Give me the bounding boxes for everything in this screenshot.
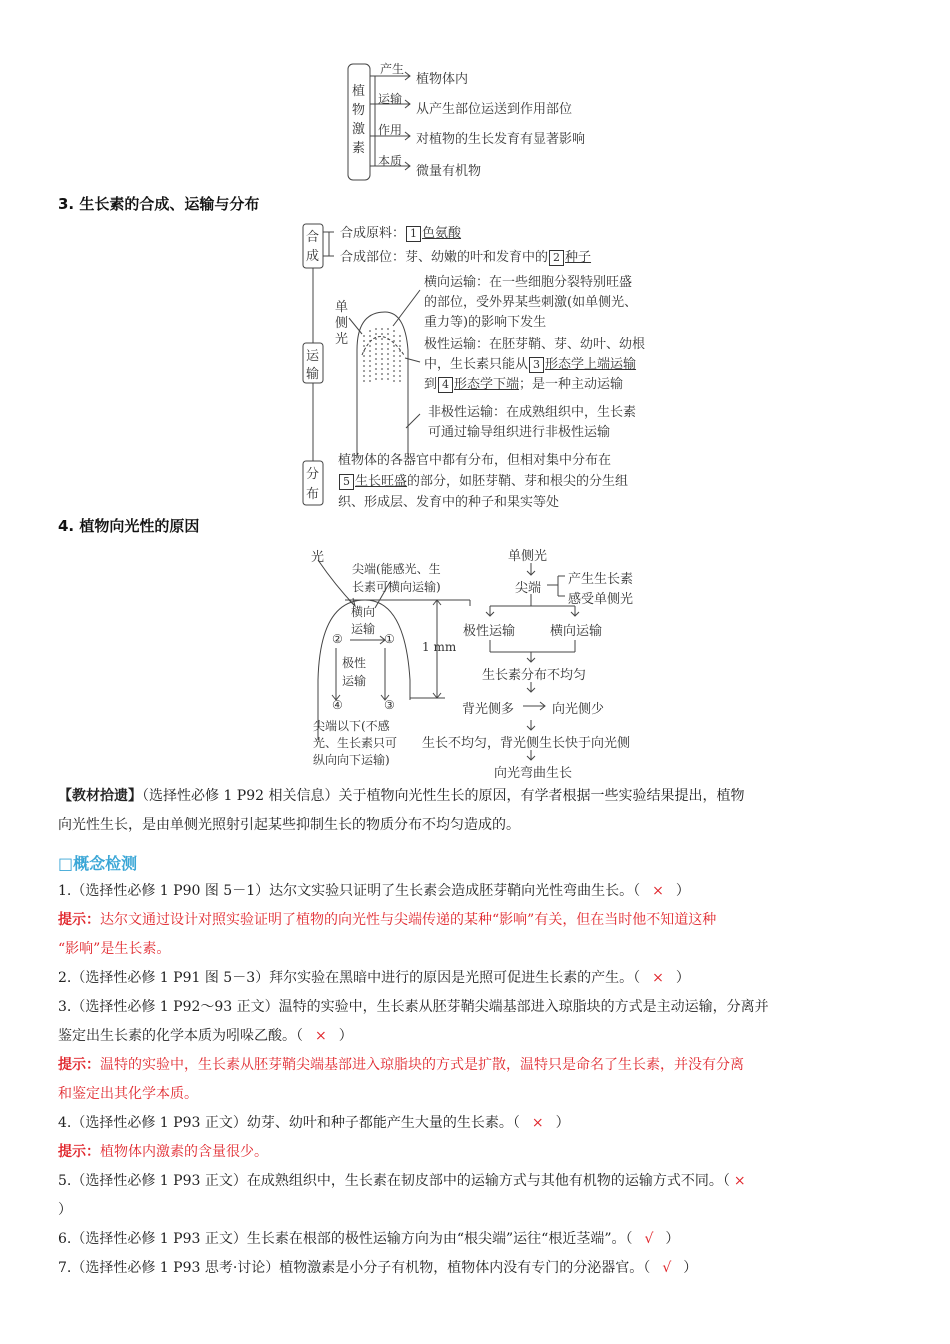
flow-tip: 尖端 xyxy=(515,581,542,596)
list-item: 7.（选择性必修 1 P93 思考·讨论）植物激素是小分子有机物，植物体内没有专门的分泌器官。（ √ ） xyxy=(58,1260,698,1276)
flow-polar: 极性运输 xyxy=(463,624,516,639)
answer-text: 生长旺盛 xyxy=(355,474,408,489)
branch-value: 植物体内 xyxy=(416,72,469,87)
hint: 提示：植物体内激素的含量很少。 xyxy=(58,1144,268,1160)
branch-value: 从产生部位运送到作用部位 xyxy=(416,102,573,117)
answer-text: 形态学下端 xyxy=(454,377,520,392)
synthesis-box-char: 成 xyxy=(306,249,320,264)
concept-check-title: □概念检测 xyxy=(58,854,138,873)
synthesis-box-char: 合 xyxy=(306,230,320,245)
answer-text: 色氨酸 xyxy=(422,226,462,241)
root-char: 物 xyxy=(352,103,366,118)
circle-number-1: ① xyxy=(384,632,395,646)
flow-lateral: 横向运输 xyxy=(550,624,603,639)
length-label: 1 mm xyxy=(422,640,457,654)
circle-number-2: ② xyxy=(332,632,343,646)
flow-front-side: 向光侧少 xyxy=(552,702,605,717)
root-char: 植 xyxy=(352,84,366,99)
branch-value: 对植物的生长发育有显著影响 xyxy=(416,132,586,147)
polar-label: 极性 运输 xyxy=(342,656,367,688)
answer-mark: √ xyxy=(644,1231,654,1247)
transport-box-char: 运 xyxy=(306,349,320,364)
distribution-box-char: 布 xyxy=(306,487,320,502)
flow-uneven-growth: 生长不均匀，背光侧生长快于向光侧 xyxy=(422,736,631,751)
below-tip-note: 尖端以下(不感 光、生长素只可 纵向向下运输) xyxy=(313,719,398,767)
circle-number-4: ④ xyxy=(332,698,343,712)
circle-number-3: ③ xyxy=(384,698,395,712)
hint: 提示：温特的实验中，生长素从胚芽鞘尖端基部进入琼脂块的方式是扩散，温特只是命名了生长素，并没有分离 xyxy=(58,1057,744,1073)
branch-label: 作用 xyxy=(378,123,403,137)
flow-uneven: 生长素分布不均匀 xyxy=(482,668,587,683)
single-side-light-label: 单 侧 光 xyxy=(335,300,349,347)
raw-material-line: 合成原料： 1 色氨酸 xyxy=(340,226,462,241)
transport-box-char: 输 xyxy=(306,367,320,382)
answer-mark: × xyxy=(733,1173,746,1189)
list-item-close: ） xyxy=(58,1202,72,1218)
list-item: 1.（选择性必修 1 P90 图 5－1）达尔文实验只证明了生长素会造成胚芽鞘向光性弯曲生长。（ × ） xyxy=(58,883,690,899)
answer-text: 种子 xyxy=(565,250,592,265)
polar-transport-text: 极性运输：在胚芽鞘、芽、幼叶、幼根 中，生长素只能从 3 形态学上端运输 到 4 形态学下端；是一种主动运输 xyxy=(424,337,646,392)
synthesis-site-line: 合成部位：芽、幼嫩的叶和发育中的 2 种子 xyxy=(340,250,592,265)
flow-single-light: 单侧光 xyxy=(508,549,548,564)
answer-text: 形态学上端运输 xyxy=(545,357,637,372)
flow-produce-auxin: 产生生长素 xyxy=(568,572,634,587)
hint: 和鉴定出其化学本质。 xyxy=(58,1086,198,1102)
flow-sense-light: 感受单侧光 xyxy=(568,592,634,607)
blank-number: 4 xyxy=(438,377,453,393)
blank-number: 5 xyxy=(339,474,354,490)
branch-label: 本质 xyxy=(378,154,403,168)
nonpolar-transport-text: 非极性运输：在成熟组织中，生长素 可通过输导组织进行非极性运输 xyxy=(428,405,637,440)
answer-mark: × xyxy=(315,1028,327,1044)
answer-mark: × xyxy=(652,883,664,899)
hint: 提示：达尔文通过设计对照实验证明了植物的向光性与尖端传递的某种“影响”有关，但在当时他不知道这种 xyxy=(58,912,717,928)
distribution-box-char: 分 xyxy=(306,467,320,482)
branch-value: 微量有机物 xyxy=(416,164,482,179)
list-item: 鉴定出生长素的化学本质为吲哚乙酸。（ × ） xyxy=(58,1028,353,1044)
root-char: 素 xyxy=(352,141,366,156)
flow-bend: 向光弯曲生长 xyxy=(494,766,573,781)
lateral-transport-text: 横向运输：在一些细胞分裂特别旺盛 的部位，受外界某些刺激(如单侧光、 重力等)的影响下发生 xyxy=(424,275,638,330)
list-item: 5.（选择性必修 1 P93 正文）在成熟组织中，生长素在韧皮部中的运输方式与其他有机物的运输方式不同。（ × xyxy=(58,1167,898,1196)
light-label: 光 xyxy=(311,550,325,565)
list-item: 2.（选择性必修 1 P91 图 5－3）拜尔实验在黑暗中进行的原因是光照可促进生长素的产生。（ × ） xyxy=(58,970,690,986)
note-tag: 【教材拾遗】 xyxy=(58,788,142,804)
tip-note: 尖端(能感光、生 长素可横向运输) xyxy=(352,562,441,594)
section-4-title: 4. 植物向光性的原因 xyxy=(58,517,200,535)
blank-number: 1 xyxy=(406,226,421,242)
distribution-text: 植物体的各器官中都有分布，但相对集中分布在 5 生长旺盛的部分，如胚芽鞘、芽和根尖的分生组 织、形成层、发育中的种子和果实等处 xyxy=(338,453,629,510)
branch-label: 运输 xyxy=(378,92,403,106)
answer-mark: × xyxy=(652,970,664,986)
branch-label: 产生 xyxy=(380,62,405,76)
concept-check-list xyxy=(58,877,898,1283)
answer-mark: √ xyxy=(662,1260,672,1276)
root-char: 激 xyxy=(352,122,366,137)
list-item: 6.（选择性必修 1 P93 正文）生长素在根部的极性运输方向为由“根尖端”运往“根近茎端”。（ √ ） xyxy=(58,1231,680,1247)
list-item: 3.（选择性必修 1 P92～93 正文）温特的实验中，生长素从胚芽鞘尖端基部进入琼脂块的方式是主动运输，分离并 xyxy=(58,999,769,1015)
answer-mark: × xyxy=(531,1115,544,1131)
hint: “影响”是生长素。 xyxy=(58,941,171,957)
section-3-title: 3. 生长素的合成、运输与分布 xyxy=(58,195,260,213)
textbook-note: 【教材拾遗】（选择性必修 1 P92 相关信息）关于植物向光性生长的原因，有学者根据一些实验结果提出，植物 向光性生长，是由单侧光照射引起某些抑制生长的物质分布不均匀造成的。 xyxy=(58,788,745,833)
list-item: 4.（选择性必修 1 P93 正文）幼芽、幼叶和种子都能产生大量的生长素。（ × ） xyxy=(58,1115,570,1131)
blank-number: 3 xyxy=(529,357,544,373)
flow-back-side: 背光侧多 xyxy=(462,702,515,717)
lateral-label: 横向 运输 xyxy=(351,605,376,636)
blank-number: 2 xyxy=(549,250,564,266)
